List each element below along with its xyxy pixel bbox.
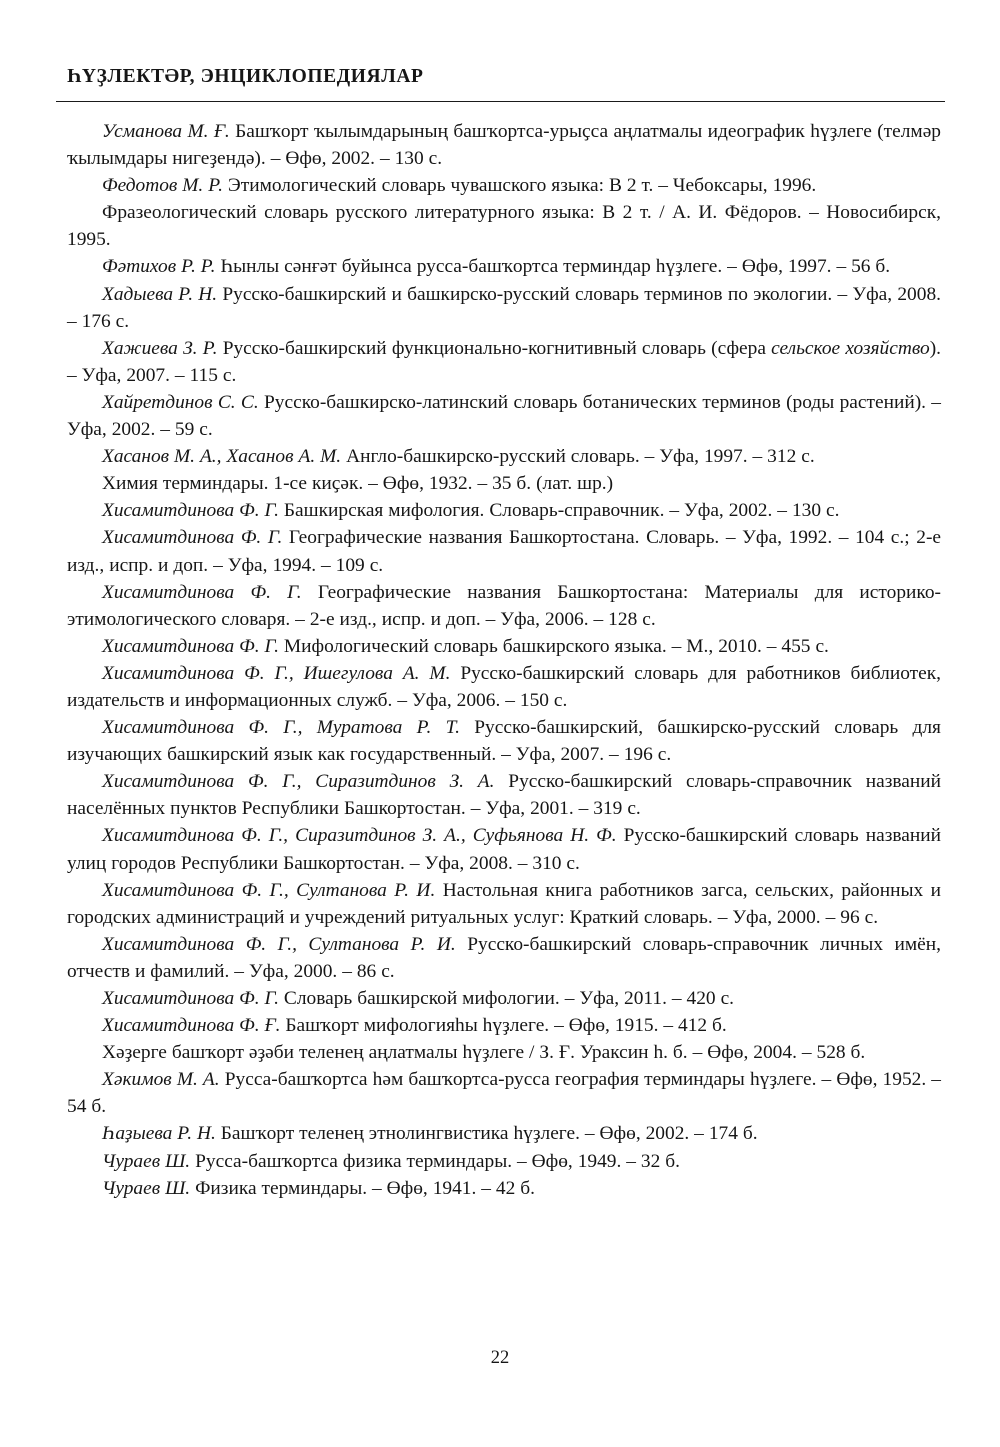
bibliography-entry xyxy=(67,118,941,172)
entry-text: Башҡорт мифологияһы һүҙлеге. – Өфө, 1915. – 412 б. xyxy=(280,1015,727,1037)
bibliography-entry xyxy=(67,470,941,497)
entry-author: Хисамитдинова Ф. Г., Султанова Р. И. xyxy=(102,933,456,955)
entry-text: Химия терминдары. 1-се киҫәк. – Өфө, 1932. – 35 б. (лат. шр.) xyxy=(102,473,614,495)
header-divider xyxy=(56,101,945,102)
bibliography-entry xyxy=(67,497,941,524)
entry-text: Башкирская мифология. Словарь-справочник. – Уфа, 2002. – 130 с. xyxy=(278,500,840,522)
entry-text: Хәҙерге башҡорт әҙәби теленең аңлатмалы һүҙлеге / З. Ғ. Ураксин һ. б. – Өфө, 2004. – 528 б. xyxy=(102,1042,866,1064)
entry-text: Русско-башкирский функционально-когнитивный словарь (сфера xyxy=(217,337,772,359)
entry-author: Хисамитдинова Ф. Г. xyxy=(102,635,279,657)
entry-text: ). – Уфа, 2007. – 115 с. xyxy=(67,337,941,386)
entry-text: Физика терминдары. – Өфө, 1941. – 42 б. xyxy=(190,1177,535,1199)
entry-text: Настольная книга работников загса, сельских, районных и городских администраций и учреждений ритуальных услуг: Краткий словарь. – Уфа, 2000. – 96 с. xyxy=(67,879,941,928)
bibliography-entry xyxy=(67,1012,941,1039)
entry-author: Хайретдинов С. С. xyxy=(102,391,259,413)
bibliography-entry xyxy=(67,660,941,714)
bibliography-entry xyxy=(67,768,941,822)
bibliography-entry xyxy=(67,199,941,253)
entry-author: Хисамитдинова Ф. Г., Ишегулова А. М. xyxy=(102,662,451,684)
bibliography-entry xyxy=(67,281,941,335)
entry-author: Фәтихов Р. Р. xyxy=(102,256,216,278)
entry-text: Русско-башкирско-латинский словарь ботанических терминов (роды растений). – Уфа, 2002. – 59 с. xyxy=(67,391,942,441)
bibliography-list xyxy=(67,118,941,1202)
bibliography-entry xyxy=(67,579,941,633)
bibliography-entry xyxy=(67,1175,941,1202)
entry-text: Словарь башкирской мифологии. – Уфа, 2011. – 420 с. xyxy=(278,988,735,1009)
entry-author: Усманова М. Ғ. xyxy=(102,121,230,142)
entry-author: Һаҙыева Р. Н. xyxy=(102,1123,216,1145)
bibliography-entry xyxy=(67,389,941,443)
entry-text: Географические названия Башкортостана: Материалы для историко-этимологического словаря. – 2-е изд., испр. и доп. – Уфа, 2006. – 128 с. xyxy=(67,581,941,630)
entry-author: Федотов М. Р. xyxy=(102,175,223,197)
bibliography-entry xyxy=(67,1148,941,1175)
entry-author: Хисамитдинова Ф. Г. xyxy=(102,527,283,549)
bibliography-entry xyxy=(67,1066,941,1120)
entry-emphasis: сельское хозяйство xyxy=(771,337,930,359)
entry-text: Русса-башҡортса физика терминдары. – Өфө, 1949. – 32 б. xyxy=(190,1150,680,1172)
entry-author: Хадыева Р. Н. xyxy=(102,283,218,305)
entry-text: Русско-башкирский словарь-справочник названий населённых пунктов Республики Башкортостан. – Уфа, 2001. – 319 с. xyxy=(67,771,941,820)
entry-text: Русско-башкирский, башкирско-русский словарь для изучающих башкирский язык как государственный. – Уфа, 2007. – 196 с. xyxy=(67,717,941,766)
page-number: 22 xyxy=(490,1348,510,1368)
entry-text: Русско-башкирский словарь для работников библиотек, издательств и информационных служб. – Уфа, 2006. – 150 с. xyxy=(67,662,941,711)
entry-author: Хисамитдинова Ф. Г. xyxy=(102,581,302,603)
entry-author: Чураев Ш. xyxy=(102,1150,191,1172)
bibliography-entry xyxy=(67,524,941,578)
bibliography-entry xyxy=(67,253,941,280)
section-heading: ҺҮҘЛЕКТӘР, ЭНЦИКЛОПЕДИЯЛАР xyxy=(67,66,424,87)
entry-author: Хисамитдинова Ф. Г., Сиразитдинов З. А. xyxy=(102,771,495,793)
bibliography-entry xyxy=(67,822,941,876)
entry-text: Башҡорт теленең этнолингвистика һүҙлеге. – Өфө, 2002. – 174 б. xyxy=(215,1123,758,1145)
bibliography-entry xyxy=(67,172,941,199)
entry-text: Һынлы сәнғәт буйынса русса-башҡортса терминдар һүҙлеге. – Өфө, 1997. – 56 б. xyxy=(215,256,891,278)
entry-author: Чураев Ш. xyxy=(102,1177,191,1199)
bibliography-entry xyxy=(67,877,941,931)
bibliography-entry xyxy=(67,443,941,470)
bibliography-entry xyxy=(67,335,941,389)
bibliography-entry xyxy=(67,931,941,985)
entry-text: Мифологический словарь башкирского языка. – М., 2010. – 455 с. xyxy=(278,635,829,657)
entry-author: Хисамитдинова Ф. Г., Сиразитдинов З. А., Суфьянова Н. Ф. xyxy=(102,825,617,847)
entry-text: Русско-башкирский и башкирско-русский словарь терминов по экологии. – Уфа, 2008. – 176 с. xyxy=(67,283,941,332)
entry-author: Хисамитдинова Ф. Г., Муратова Р. Т. xyxy=(102,717,460,739)
entry-text: Русско-башкирский словарь-справочник личных имён, отчеств и фамилий. – Уфа, 2000. – 86 с. xyxy=(67,933,941,982)
entry-text: Башҡорт ҡылымдарының башҡортса-урыҫса аңлатмалы идеографик һүҙлеге (телмәр ҡылымдары нигеҙендә). – Өфө, 2002. – 130 с. xyxy=(67,121,941,170)
entry-author: Хисамитдинова Ф. Ғ. xyxy=(102,1015,281,1037)
entry-text: Русско-башкирский словарь названий улиц городов Республики Башкортостан. – Уфа, 2008. – 310 с. xyxy=(67,825,941,874)
bibliography-entry xyxy=(67,1039,941,1066)
entry-text: Этимологический словарь чувашского языка: В 2 т. – Чебоксары, 1996. xyxy=(222,175,817,197)
entry-author: Хасанов М. А., Хасанов А. М. xyxy=(102,446,342,468)
entry-author: Хисамитдинова Ф. Г. xyxy=(102,500,279,522)
entry-author: Хисамитдинова Ф. Г., Султанова Р. И. xyxy=(102,879,436,901)
entry-text: Фразеологический словарь русского литературного языка: В 2 т. / А. И. Фёдоров. – Новосибирск, 1995. xyxy=(67,202,941,251)
entry-author: Хажиева З. Р. xyxy=(102,337,218,359)
bibliography-entry xyxy=(67,985,941,1012)
page-header xyxy=(67,66,945,87)
entry-text: Русса-башҡортса һәм башҡортса-русса география терминдары һүҙлеге. – Өфө, 1952. – 54 б. xyxy=(67,1069,941,1118)
entry-text: Англо-башкирско-русский словарь. – Уфа, 1997. – 312 с. xyxy=(341,446,815,468)
entry-author: Хисамитдинова Ф. Г. xyxy=(102,988,279,1009)
bibliography-entry xyxy=(67,633,941,660)
bibliography-entry xyxy=(67,1120,941,1147)
bibliography-entry xyxy=(67,714,941,768)
entry-author: Хәкимов М. А. xyxy=(102,1069,220,1091)
entry-text: Географические названия Башкортостана. Словарь. – Уфа, 1992. – 104 с.; 2-е изд., испр. и доп. – Уфа, 1994. – 109 с. xyxy=(67,527,942,576)
